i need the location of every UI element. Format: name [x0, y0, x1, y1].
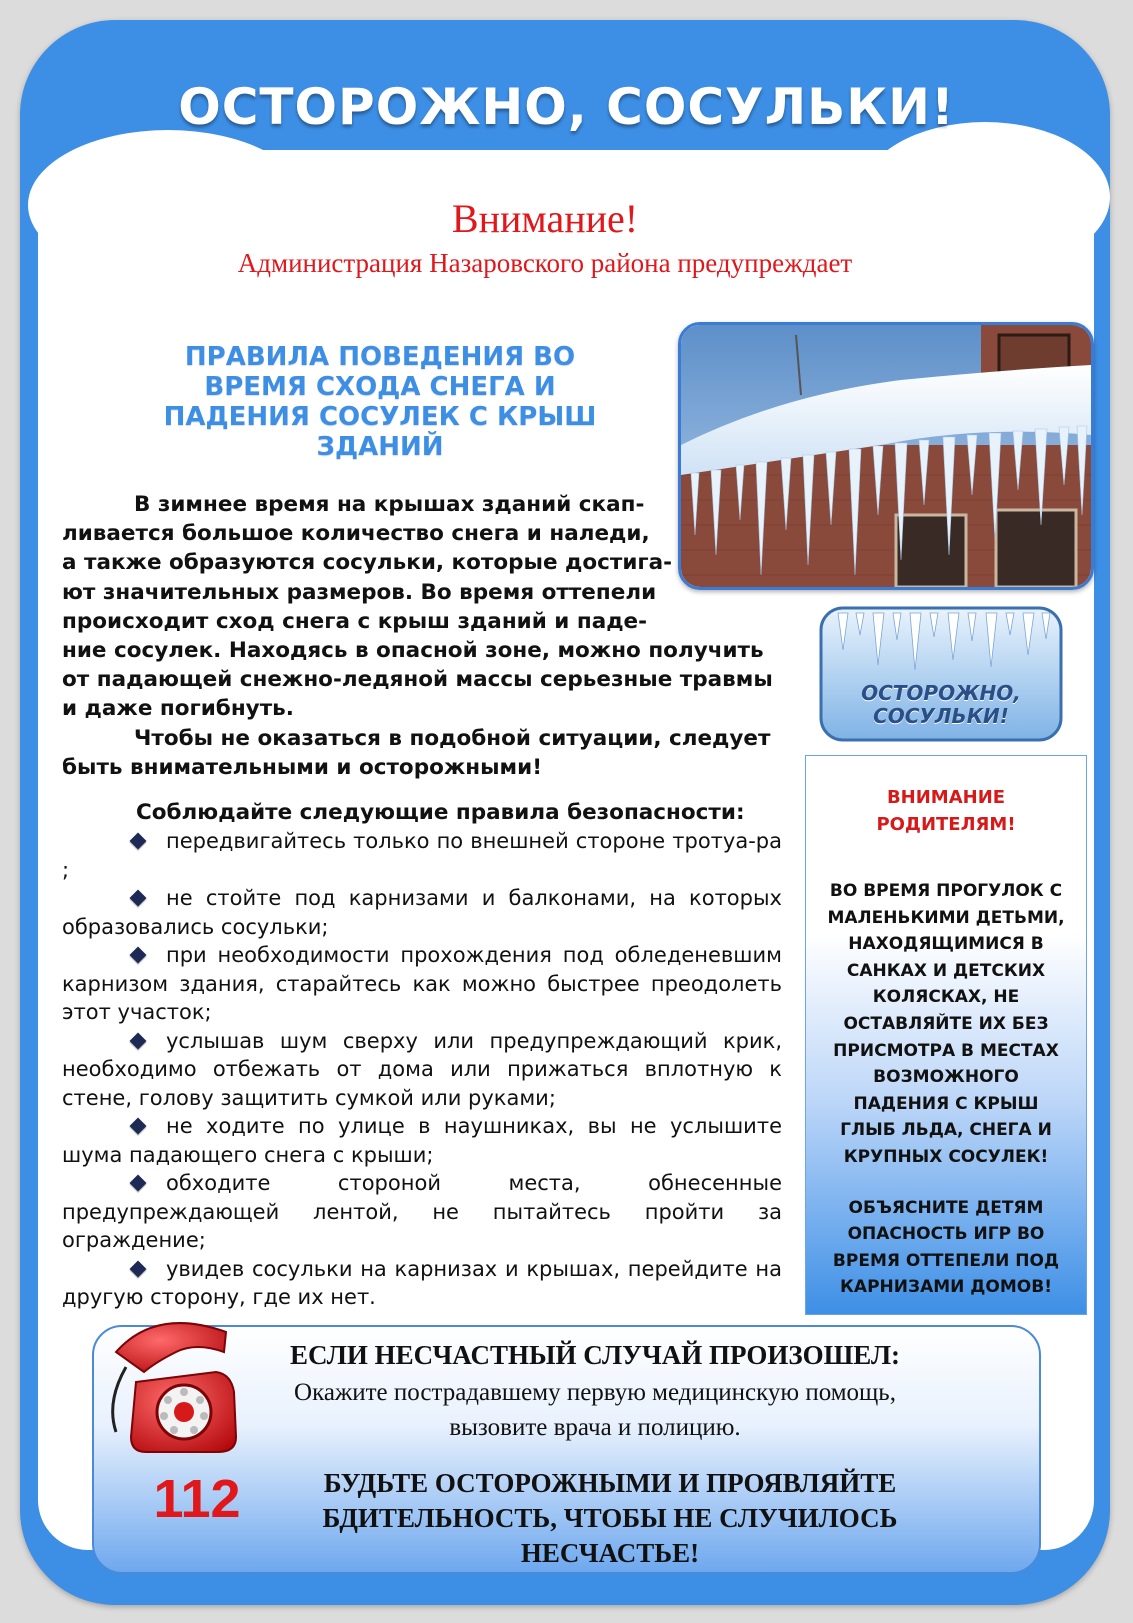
- bullet-diamond-icon: [130, 1118, 147, 1135]
- accident-title: ЕСЛИ НЕСЧАСТНЫЙ СЛУЧАЙ ПРОИЗОШЕЛ:: [289, 1340, 901, 1370]
- bullet-diamond-icon: [130, 833, 147, 850]
- rule-text: увидев сосульки на карнизах и крышах, перейдите на другую сторону, где их нет.: [62, 1256, 782, 1309]
- rule-text: услышав шум сверху или предупреждающий крик, необходимо отбежать от дома или прижаться вплотную к стене, голову защитить сумкой или руками;: [62, 1028, 782, 1110]
- intro-line: ние сосулек. Находясь в опасной зоне, можно получить: [62, 638, 764, 664]
- caution-line: БДИТЕЛЬНОСТЬ, ЧТОБЫ НЕ СЛУЧИЛОСЬ: [322, 1503, 898, 1533]
- parents-heading-line: ВНИМАНИЕ: [886, 787, 1006, 808]
- bullet-diamond-icon: [130, 1260, 147, 1277]
- admin-warning: Администрация Назаровского района предупреждает: [237, 248, 853, 278]
- caution-line: НЕСЧАСТЬЕ!: [520, 1538, 700, 1568]
- parents-closing-line: КАРНИЗАМИ ДОМОВ!: [840, 1277, 1052, 1298]
- attention-heading: Внимание!: [451, 196, 639, 241]
- rule-text: не ходите по улице в наушниках, вы не услышите шума падающего снега с крыши;: [62, 1114, 782, 1167]
- bullet-diamond-icon: [130, 1175, 147, 1192]
- rules-heading-line: ПАДЕНИЯ СОСУЛЕК С КРЫШ: [163, 402, 597, 432]
- intro-line: а также образуются сосульки, которые достига-: [62, 550, 673, 576]
- intro-line: быть внимательными и осторожными!: [62, 754, 543, 780]
- parents-body-line: ПАДЕНИЯ С КРЫШ: [853, 1093, 1039, 1114]
- intro-text: [62, 490, 782, 782]
- parents-body-line: САНКАХ И ДЕТСКИХ: [846, 960, 1046, 981]
- bullet-diamond-icon: [130, 890, 147, 907]
- parents-heading: [806, 784, 1086, 838]
- accident-text: [230, 1375, 960, 1445]
- bullet-diamond-icon: [130, 1032, 147, 1049]
- intro-line: от падающей снежно-ледяной массы серьезные травмы: [62, 667, 773, 693]
- rule-item: [62, 1169, 782, 1255]
- parents-closing: [806, 1195, 1086, 1301]
- parents-body-line: ВОЗМОЖНОГО: [873, 1067, 1019, 1088]
- intro-line: происходит сход снега с крыш зданий и паде-: [62, 608, 648, 634]
- rule-item: [62, 1027, 782, 1113]
- bullet-diamond-icon: [130, 947, 147, 964]
- parents-body-line: КРУПНЫХ СОСУЛЕК!: [843, 1146, 1049, 1167]
- rule-text: передвигайтесь только по внешней стороне тротуа-ра ;: [62, 829, 782, 882]
- rule-item: [62, 941, 782, 1027]
- parents-warning-box: [805, 755, 1087, 1315]
- parents-body-line: ПРИСМОТРА В МЕСТАХ: [833, 1040, 1059, 1061]
- parents-body-line: НАХОДЯЩИМИСЯ В: [848, 934, 1044, 955]
- red-telephone-icon: [86, 1312, 246, 1457]
- intro-line: Чтобы не оказаться в подобной ситуации, следует: [134, 725, 771, 751]
- intro-line: ливается большое количество снега и наледи,: [62, 521, 650, 547]
- parents-body-line: ГЛЫБ ЛЬДА, СНЕГА И: [840, 1120, 1052, 1141]
- sign-text-line: СОСУЛЬКИ!: [873, 704, 1009, 728]
- caution-text: [240, 1466, 980, 1571]
- rules-heading-line: ЗДАНИЙ: [316, 432, 444, 462]
- sign-text-line: ОСТОРОЖНО,: [861, 681, 1021, 705]
- rule-item: [62, 1112, 782, 1169]
- parents-body-line: ВО ВРЕМЯ ПРОГУЛОК С: [829, 881, 1063, 901]
- parents-closing-line: ОПАСНОСТЬ ИГР ВО: [847, 1224, 1045, 1245]
- sign-text: [818, 682, 1064, 728]
- parents-body-line: КОЛЯСКАХ, НЕ: [872, 987, 1020, 1008]
- rules-heading-line: ПРАВИЛА ПОВЕДЕНИЯ ВО: [184, 342, 576, 372]
- parents-body-line: МАЛЕНЬКИМИ ДЕТЬМИ,: [827, 907, 1065, 928]
- rules-heading: [120, 342, 640, 462]
- rule-item: [62, 884, 782, 941]
- rule-text: не стойте под карнизами и балконами, на которых образовались сосульки;: [62, 886, 782, 939]
- accident-text-line: Окажите пострадавшему первую медицинскую помощь,: [294, 1379, 896, 1406]
- rules-title: Соблюдайте следующие правила безопасности:: [136, 800, 745, 825]
- emergency-number: 112: [153, 1469, 241, 1529]
- rule-text: обходите стороной места, обнесенные предупреждающей лентой, не пытайтесь пройти за ограждение;: [62, 1171, 782, 1252]
- rule-text: при необходимости прохождения под обледеневшим карнизом здания, старайтесь как можно быстрее преодолеть этот участок;: [62, 943, 782, 1024]
- rule-item: [62, 1255, 782, 1312]
- intro-line: ют значительных размеров. Во время оттепели: [62, 579, 657, 605]
- caution-line: БУДЬТЕ ОСТОРОЖНЫМИ И ПРОЯВЛЯЙТЕ: [323, 1468, 897, 1498]
- parents-body: [806, 878, 1086, 1171]
- intro-line: и даже погибнуть.: [62, 696, 294, 722]
- parents-heading-line: РОДИТЕЛЯМ!: [876, 814, 1016, 835]
- parents-closing-line: ОБЪЯСНИТЕ ДЕТЯМ: [848, 1197, 1044, 1218]
- poster-title: ОСТОРОЖНО, СОСУЛЬКИ!: [178, 78, 955, 136]
- parents-body-line: ОСТАВЛЯЙТЕ ИХ БЕЗ: [843, 1013, 1049, 1034]
- intro-line: В зимнее время на крышах зданий скап-: [134, 492, 645, 517]
- rule-item: [62, 827, 782, 884]
- accident-text-line: вызовите врача и полицию.: [449, 1414, 741, 1441]
- rules-heading-line: ВРЕМЯ СХОДА СНЕГА И: [204, 372, 556, 402]
- parents-closing-line: ВРЕМЯ ОТТЕПЕЛИ ПОД: [832, 1250, 1060, 1271]
- rules-list: [62, 827, 782, 1312]
